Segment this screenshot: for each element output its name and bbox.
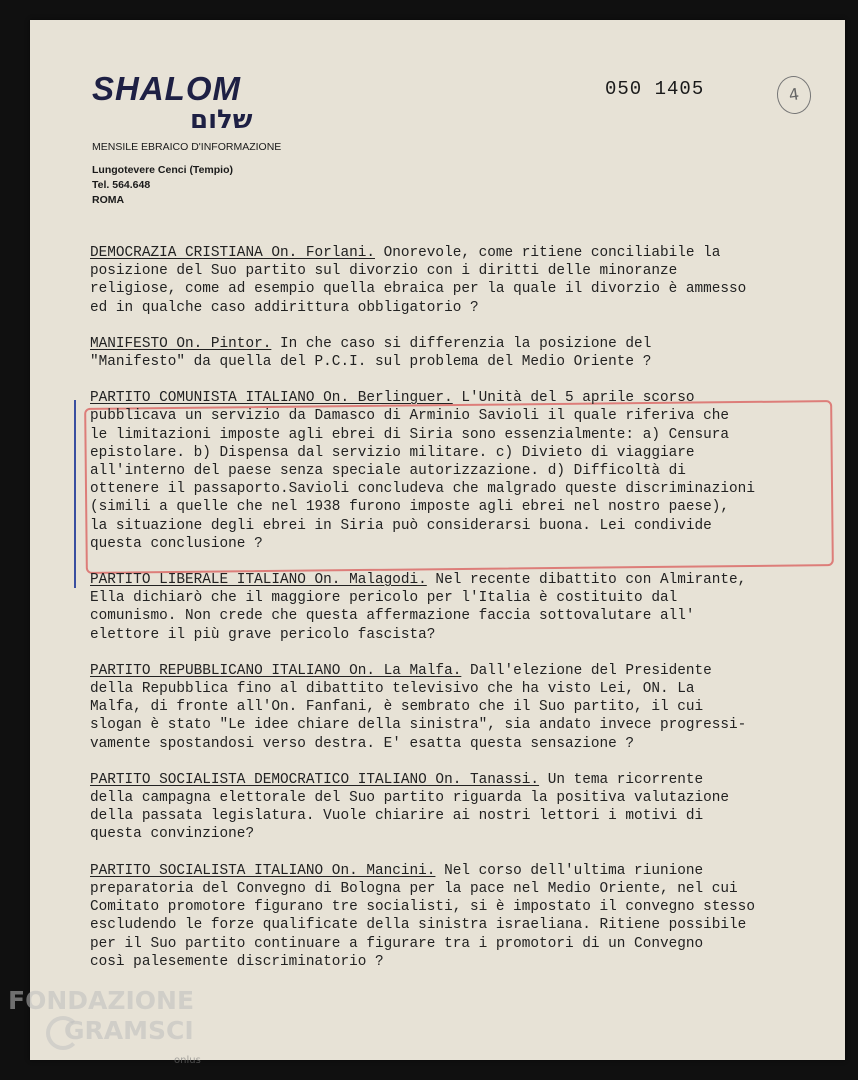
blue-margin-mark (74, 400, 76, 588)
document-page (30, 20, 845, 1060)
address-line: Lungotevere Cenci (Tempio) (92, 164, 233, 176)
question-text: Onorevole, come ritiene conciliabile la posizione del Suo partito sul divorzio con i diritti delle minoranze religiose, come ad esempio quella ebraica per la quale il divorzio è ammesso ed in qualche caso addirittura obbligatorio ? (90, 245, 747, 316)
brand-name-hebrew: שלום (190, 105, 253, 135)
question-text: Nel recente dibattito con Almirante, Ella dichiarò che il maggiore pericolo per l'Italia è costituito dal comunismo. Non crede che questa affermazione faccia sottovalutare all' elettore il più grave pericolo fascista? (90, 572, 747, 643)
party-heading: PARTITO SOCIALISTA DEMOCRATICO ITALIANO On. Tanassi. (90, 771, 540, 788)
question-text: L'Unità del 5 aprile scorso pubblicava un servizio da Damasco di Arminio Savioli il quale riferiva che le limitazioni imposte agli ebrei di Siria sono essenzialmente: a) Censura epistolare. b) Dispensa dal servizio militare. c) Divieto di viaggiare all'interno del paese senza speciale autorizzazione. d) Difficoltà di ottenere il passaporto.Savioli concludeva che malgrado queste discriminazioni (simili a quelle che nel 1938 furono imposte agli ebrei nel nostro paese), la situazione degli ebrei in Siria può considerarsi buona. Lei condivide questa conclusione ? (90, 390, 755, 552)
question-paragraph (90, 771, 835, 844)
address-line: Tel. 564.648 (92, 179, 151, 191)
letterhead (92, 72, 281, 208)
watermark-logo-icon (46, 1016, 80, 1050)
question-text: Dall'elezione del Presidente della Repubblica fino al dibattito televisivo che ha visto Lei, ON. La Malfa, di fronte all'On. Fanfani, è sembrato che il Suo partito, il cui slogan è stato "Le idee chiare della sinistra", sia andato invece progressi- vamente spostandosi verso destra. E' esatta questa sensazione ? (90, 662, 747, 752)
tagline: MENSILE EBRAICO D'INFORMAZIONE (92, 141, 282, 153)
party-heading: PARTITO COMUNISTA ITALIANO On. Berlinguer. (90, 390, 453, 407)
circled-page-mark: 4 (775, 74, 814, 116)
question-paragraph (90, 571, 835, 644)
party-heading: PARTITO SOCIALISTA ITALIANO On. Mancini. (90, 862, 436, 879)
party-heading: PARTITO REPUBBLICANO ITALIANO On. La Malfa. (90, 662, 462, 679)
archive-watermark (8, 986, 201, 1066)
reference-number: 050 1405 (605, 78, 705, 100)
watermark-small: onlus (174, 1055, 201, 1066)
watermark-line-1: FONDAZIONE (8, 986, 195, 1015)
question-paragraph (90, 862, 835, 971)
address-line: ROMA (92, 194, 125, 206)
watermark-line-2: GRAMSCI (64, 1016, 194, 1045)
document-body (90, 244, 835, 971)
party-heading: MANIFESTO On. Pintor. (90, 335, 272, 352)
question-paragraph (90, 662, 835, 753)
party-heading: PARTITO LIBERALE ITALIANO On. Malagodi. (90, 572, 427, 589)
brand-name: SHALOM (92, 70, 241, 107)
question-paragraph (90, 335, 835, 371)
question-text: Nel corso dell'ultima riunione preparatoria del Convegno di Bologna per la pace nel Medio Oriente, nel cui Comitato promotore figurano tre socialisti, si è impostato il convegno stesso escludendo le forze qualificate della sinistra israeliana. Ritiene possibile per il Suo partito continuare a figurare tra i promotori di un Convegno così palesemente discriminatorio ? (90, 862, 755, 970)
question-text: Un tema ricorrente della campagna elettorale del Suo partito riguarda la positiva valutazione della passata legislatura. Vuole chiarire ai nostri lettori i motivi di questa convinzione? (90, 771, 730, 843)
party-heading: DEMOCRAZIA CRISTIANA On. Forlani. (90, 245, 375, 261)
address (92, 163, 281, 208)
question-paragraph (90, 389, 835, 553)
question-paragraph (90, 244, 835, 317)
question-text: In che caso si differenzia la posizione del "Manifesto" da quella del P.C.I. sul problema del Medio Oriente ? (90, 335, 652, 371)
